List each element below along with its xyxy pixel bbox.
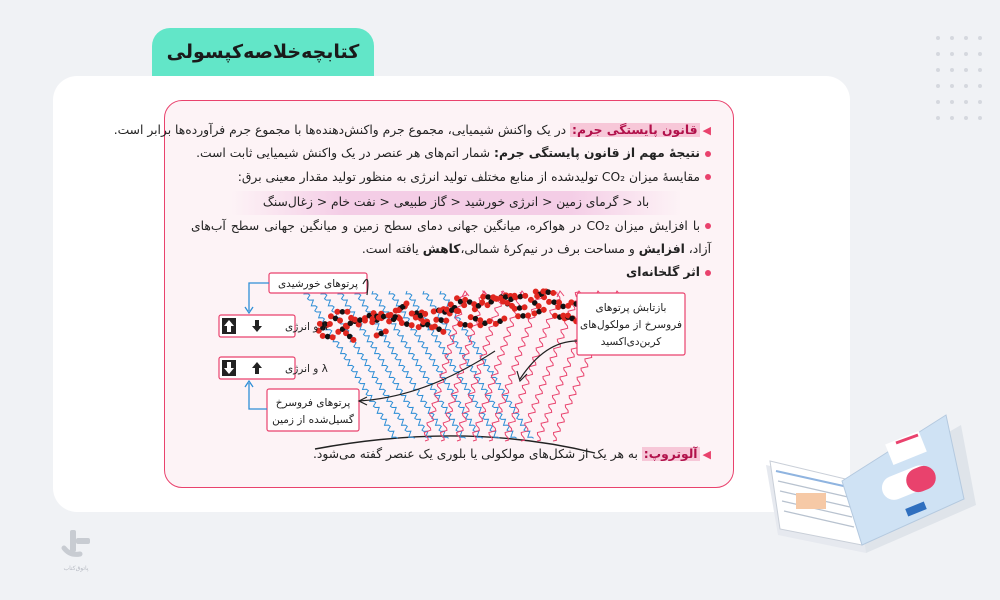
infrared-connector-arrow (249, 383, 267, 409)
infrared-ray-head (557, 291, 564, 297)
solar-connector-arrow (249, 283, 269, 311)
page-title-tab (152, 28, 374, 76)
greenhouse-diagram (113, 101, 735, 489)
reflect-label-3: کربن‌دی‌اکسید (600, 336, 662, 348)
arrow-down-icon (222, 360, 236, 376)
law-text: در یک واکنش شیمیایی، مجموع جرم واکنش‌دهنده‌ها با مجموع جرم فرآورده‌ها برابر است. (113, 123, 571, 137)
energy-ranking: باد < گرمای زمین < انرژی خورشید < گاز طبیعی < نفت خام < زغال‌سنگ (231, 191, 681, 214)
result-term: نتیجهٔ مهم از قانون پایستگی جرم: (494, 146, 700, 161)
compare-text: مقایسهٔ میزان CO₂ تولیدشده از منابع مختلف تولید انرژی به منظور تولید مقدار معینی برق: (237, 169, 700, 184)
solar-label: پرتوهای خورشیدی (277, 278, 359, 290)
reflect-label-2: فروسرخ از مولکول‌های (580, 319, 682, 331)
summary-panel (113, 100, 734, 488)
co2-molecule (334, 309, 350, 315)
greenhouse-heading: اثر گلخانه‌ای (626, 265, 700, 280)
co2-molecule (492, 314, 509, 328)
logo-icon (56, 526, 96, 576)
law-term: قانون پایستگی جرم: (572, 123, 698, 137)
solar-ray (440, 291, 534, 438)
warming-increase: افزایش (638, 242, 685, 257)
allotrope-term: آلوتروپ: (643, 447, 698, 461)
co2-molecule (319, 333, 336, 341)
curved-arrow-icon (520, 341, 577, 379)
law-line: ◀قانون پایستگی جرم: در یک واکنش شیمیایی، مجموع جرم واکنش‌دهنده‌ها با مجموع جرم فرآورده‌ها برابر است. (113, 123, 711, 137)
lambda-energy-2: λ و انرژی (285, 363, 328, 375)
warming-text-2: و مساحت برف در نیم‌کرهٔ شمالی، (460, 242, 639, 257)
warming-text-3: یافته است. (361, 242, 423, 257)
solar-ray (423, 291, 517, 438)
page-title: کتابچه‌خلاصه‌کپسولی (166, 41, 360, 63)
decorative-dots (936, 36, 984, 134)
warming-decrease: کاهش (422, 242, 461, 257)
infrared-ray (457, 291, 505, 441)
lambda-energy-1: λ و انرژی (285, 321, 328, 333)
infrared-label-1: پرتوهای فروسرخ (275, 397, 351, 409)
co2-molecule (515, 312, 531, 319)
co2-molecule (398, 319, 415, 328)
infrared-label-2: گسیل‌شده از زمین (272, 414, 354, 426)
reflect-label-1: بازتابش پرتوهای (595, 302, 667, 314)
arrow-up-icon (222, 318, 236, 334)
allotrope-line: ◀آلوتروپ: به هر یک از شکل‌های مولکولی یا بلوری یک عنصر گفته می‌شود. (312, 447, 711, 461)
co2-molecule (457, 321, 474, 329)
co2-molecule (433, 317, 449, 324)
allotrope-text: به هر یک از شکل‌های مولکولی یا بلوری یک عنصر گفته می‌شود. (312, 447, 642, 461)
warming-text: با افزایش میزان CO₂ در هواکره، میانگین جهانی دمای سطح زمین و میانگین جهانی سطح آب‌های آزاد، (191, 218, 711, 257)
result-text: شمار اتم‌های هر عنصر در یک واکنش شیمیایی ثابت است. (196, 146, 495, 161)
logo-text: پاتوق‌کتاب (63, 565, 89, 572)
book-cover-icon (756, 385, 980, 555)
